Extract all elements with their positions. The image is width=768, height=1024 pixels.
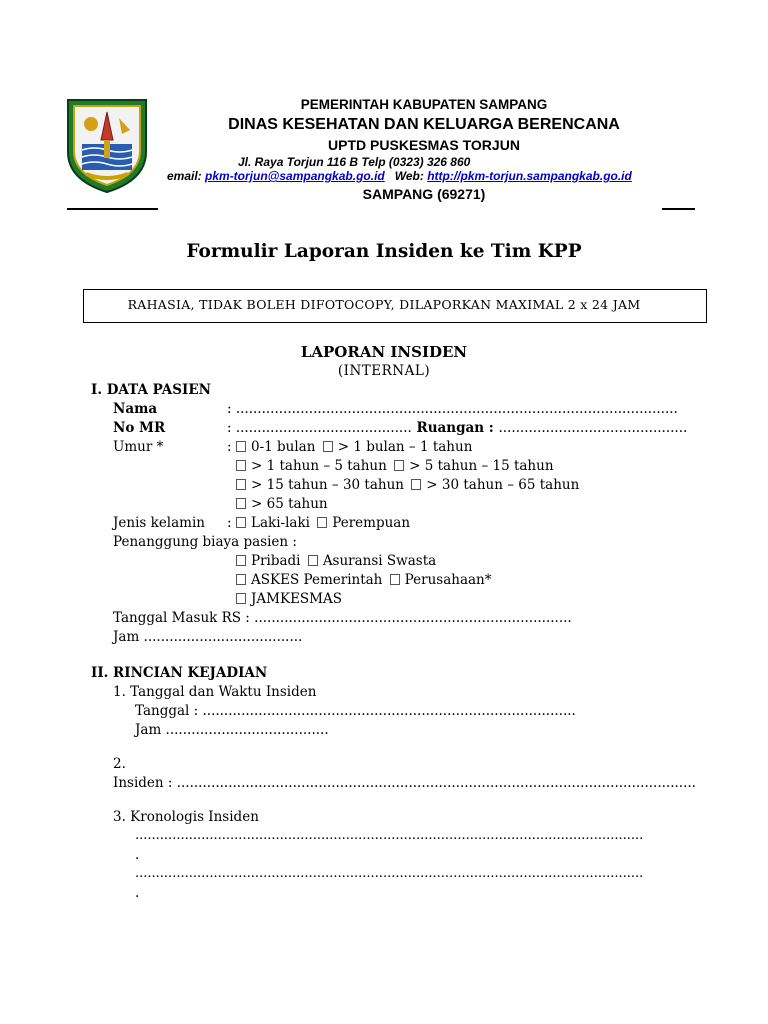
web-label: Web: [384,169,428,183]
biaya-row-3 [236,591,342,607]
biaya-option: ASKES Pemerintah [251,572,383,588]
header-city: SAMPANG (69271) [362,186,486,202]
jenis-kelamin-colon: : [227,515,232,531]
jk-option: Laki-laki [251,515,310,531]
checkbox-icon[interactable] [323,441,333,452]
ruangan-field[interactable]: ............................................ [498,420,688,436]
checkbox-icon[interactable] [236,555,246,566]
umur-label: Umur * [113,439,164,455]
umur-row-2 [236,458,554,474]
item-tanggal-waktu: 1. Tanggal dan Waktu Insiden [113,684,317,700]
web-link[interactable]: http://pkm-torjun.sampangkab.go.id [427,169,632,183]
report-heading: LAPORAN INSIDEN [300,343,468,361]
umur-row-1 [236,439,472,455]
kronologis-line-1[interactable]: ........................................................................................................................... [135,828,644,843]
header-contact [167,169,632,183]
item-kronologis: 3. Kronologis Insiden [113,809,259,825]
kronologis-dot-2: . [135,885,140,901]
email-link[interactable]: pkm-torjun@sampangkab.go.id [205,169,385,183]
umur-option: > 5 tahun – 15 tahun [409,458,554,474]
umur-row-4 [236,496,328,512]
checkbox-icon[interactable] [394,460,404,471]
header-unit: UPTD PUSKESMAS TORJUN [328,137,520,153]
item-2-number: 2. [113,756,126,772]
header-agency: PEMERINTAH KABUPATEN SAMPANG [300,97,548,112]
header-department: DINAS KESEHATAN DAN KELUARGA BERENCANA [228,116,620,133]
confidential-notice: RAHASIA, TIDAK BOLEH DIFOTOCOPY, DILAPORKAN MAXIMAL 2 x 24 JAM [127,297,641,312]
tanggal-insiden-field[interactable]: Tanggal : ....................................................................................... [135,703,576,719]
penanggung-biaya-label: Penanggung biaya pasien : [113,534,297,550]
ruangan-label: Ruangan : [411,420,499,436]
umur-option: > 15 tahun – 30 tahun [251,477,404,493]
report-subheading: (INTERNAL) [337,363,431,379]
umur-colon: : [227,439,232,455]
nomr-row [227,420,687,436]
jenis-kelamin-label: Jenis kelamin [113,515,205,531]
biaya-option: Asuransi Swasta [322,553,437,569]
jk-option: Perempuan [332,515,411,531]
form-title: Formulir Laporan Insiden ke Tim KPP [186,241,582,262]
nomr-field[interactable]: : ......................................... [227,420,412,436]
section-data-pasien-title: I. DATA PASIEN [91,382,211,398]
umur-option: > 1 bulan – 1 tahun [337,439,473,455]
biaya-option: Perusahaan* [404,572,492,588]
umur-option: > 1 tahun – 5 tahun [251,458,387,474]
jam-insiden-field[interactable]: Jam ...................................... [135,722,329,738]
biaya-option: JAMKESMAS [251,591,342,607]
header-rule-left [67,208,158,210]
nomr-label: No MR [113,420,166,436]
biaya-option: Pribadi [251,553,301,569]
checkbox-icon[interactable] [236,498,246,509]
header-rule-right [662,208,695,210]
jenis-kelamin-options [236,515,410,531]
section-rincian-kejadian-title: II. RINCIAN KEJADIAN [91,665,268,681]
kronologis-dot-1: . [135,847,140,863]
umur-option: 0-1 bulan [251,439,316,455]
biaya-row-2 [236,572,492,588]
tanggal-masuk-field[interactable]: Tanggal Masuk RS : .......................................................................... [113,610,572,626]
checkbox-icon[interactable] [236,593,246,604]
nama-field[interactable]: : ....................................................................................................... [227,401,678,417]
email-label: email: [167,169,206,183]
kronologis-line-2[interactable]: ........................................................................................................................... [135,866,644,881]
checkbox-icon[interactable] [236,479,246,490]
insiden-field[interactable]: Insiden : ......................................................................................................................... [113,775,696,791]
umur-option: > 30 tahun – 65 tahun [426,477,580,493]
checkbox-icon[interactable] [236,574,246,585]
umur-option: > 65 tahun [251,496,328,512]
checkbox-icon[interactable] [236,441,246,452]
nama-label: Nama [113,401,158,417]
header-address: Jl. Raya Torjun 116 B Telp (0323) 326 860 [238,155,471,169]
biaya-row-1 [236,553,436,569]
checkbox-icon[interactable] [236,517,246,528]
jam-masuk-field[interactable]: Jam ..................................... [113,629,303,645]
checkbox-icon[interactable] [308,555,318,566]
checkbox-icon[interactable] [411,479,421,490]
checkbox-icon[interactable] [390,574,400,585]
checkbox-icon[interactable] [317,517,327,528]
checkbox-icon[interactable] [236,460,246,471]
umur-row-3 [236,477,579,493]
